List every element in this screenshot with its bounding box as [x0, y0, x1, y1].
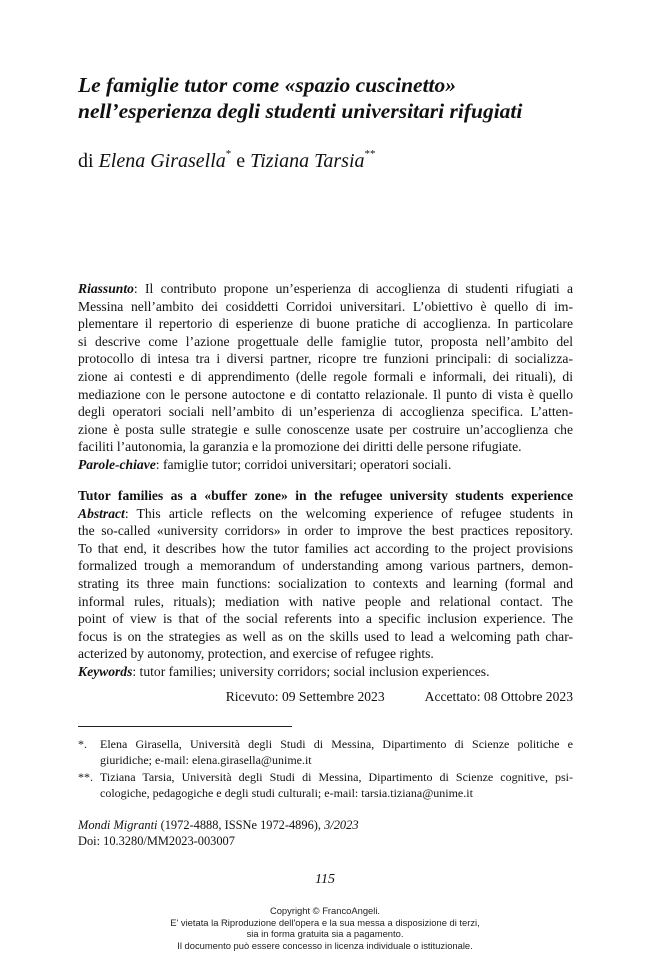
riassunto-line: Riassunto: Il contributo propone un’esperienza di accoglienza di studenti rifugiati a — [78, 281, 573, 296]
copyright-line: Il documento può essere concesso in licenza individuale o istituzionale. — [177, 939, 473, 951]
riassunto-section — [78, 280, 573, 474]
copyright-line: Copyright © FrancoAngeli. — [269, 905, 381, 916]
accepted-date: Accettato: 08 Ottobre 2023 — [424, 689, 573, 704]
riassunto-line: zione è posta sulle strategie e sulle conoscenze usate per costruire un’accoglienza che — [78, 421, 573, 437]
copyright-line: sia in forma gratuita sia a pagamento. — [246, 928, 404, 940]
abstract-section — [78, 487, 573, 681]
footnote-2-line: Tiziana Tarsia, Università degli Studi di Messina, Dipartimento di Scienze cognitive, psi- — [100, 770, 573, 785]
doi: Doi: 10.3280/MM2023-003007 — [78, 834, 235, 848]
footnote-2 — [78, 770, 573, 801]
riassunto-line: zione ai contesti e di apprendimento (delle regole formali e informali, dei rituali), di — [78, 368, 573, 384]
abstract-line: informal rules, rituals); mediation with native people and relational contact. The — [78, 593, 573, 609]
abstract-line: the so-called «university corridors» in order to improve the best practices repository. — [78, 523, 573, 539]
abstract-label: Abstract — [78, 505, 125, 521]
riassunto-line: plementare il repertorio di esperienze di buone pratiche di accoglienza. In particolare — [78, 316, 573, 332]
abstract-title: Tutor families as a «buffer zone» in the refugee university students experience — [78, 488, 573, 503]
journal-name: Mondi Migranti — [78, 818, 158, 832]
author-line — [78, 150, 376, 173]
journal-issue: 3/2023 — [324, 818, 359, 832]
footnote-1-line: giuridiche; e-mail: elena.girasella@unime.it — [100, 752, 312, 767]
abstract-line: point of view is that of the social referents into a specific inclusion experience. The — [78, 611, 573, 627]
abstract-line: formalized trough a memorandum of understanding among various partners, demon- — [78, 558, 573, 574]
article-title-line-2: nell’esperienza degli studenti universitari rifugiati — [78, 99, 523, 123]
footnote-1-line: Elena Girasella, Università degli Studi di Messina, Dipartimento di Scienze politiche e — [100, 737, 573, 751]
copyright-notice — [0, 905, 650, 951]
abstract-line: focus is on the strategies as well as on the skills used to lead a welcoming path char- — [78, 628, 573, 644]
author-2-name: Tiziana Tarsia — [250, 150, 365, 172]
abstract-line: Abstract: This article reflects on the welcoming experience of refugee students in — [78, 505, 573, 521]
author-1-footnote-mark: * — [225, 148, 232, 160]
article-title — [78, 72, 598, 124]
riassunto-line: si descrive come l’azione progettuale delle famiglie tutor, proposta nell’ambito del — [78, 333, 573, 349]
riassunto-line: degli operatori sociali nell’ambito di un’esperienza di accoglienza specifica. L’atten- — [78, 404, 573, 420]
author-2-footnote-mark: ** — [364, 148, 376, 160]
journal-issn: (1972-4888, ISSNe 1972-4896), — [157, 818, 325, 832]
footnote-divider — [78, 726, 292, 727]
riassunto-line: faciliti l’autonomia, la garanzia e la promozione dei diritti delle persone rifugiate. — [78, 439, 522, 455]
abstract-keywords: Keywords: tutor families; university corridors; social inclusion experiences. — [78, 663, 490, 679]
riassunto-label: Riassunto — [78, 281, 134, 296]
page-number: 115 — [315, 872, 335, 887]
abstract-line: strating its three main functions: socialization to contexts and learning (formal and — [78, 575, 573, 591]
author-1-name: Elena Girasella — [98, 150, 226, 172]
author-prefix: di — [78, 150, 94, 172]
footnotes — [78, 737, 573, 803]
riassunto-keywords: Parole-chiave: famiglie tutor; corridoi universitari; operatori sociali. — [78, 456, 452, 472]
footnote-2-line: cologiche, pedagogiche e degli studi culturali; e-mail: tarsia.tiziana@unime.it — [100, 785, 473, 800]
parole-chiave-label: Parole-chiave — [78, 456, 156, 472]
journal-citation — [78, 817, 359, 849]
article-title-line-1: Le famiglie tutor come «spazio cuscinetto» — [78, 73, 457, 97]
journal-line — [78, 817, 359, 833]
received-date: Ricevuto: 09 Settembre 2023 — [225, 689, 385, 704]
riassunto-line: protocollo di intesa tra i diversi partner, ricopre tre funzioni principali: di socializza- — [78, 351, 573, 367]
footnote-2-mark: **. — [78, 770, 93, 785]
footnote-1-mark: *. — [78, 737, 87, 751]
submission-dates — [78, 689, 573, 705]
abstract-line: acterized by autonomy, protection, and exercise of refugee rights. — [78, 646, 434, 662]
keywords-label: Keywords — [78, 663, 133, 679]
riassunto-line: mediazione con le persone autoctone e di contatto relazionale. Il punto di vista è quello — [78, 386, 573, 402]
abstract-line: To that end, it describes how the tutor families act according to the project provisions — [78, 540, 573, 556]
footnote-1 — [78, 737, 573, 768]
riassunto-line: Messina nell’ambito dei cosiddetti Corridoi universitari. L’obiettivo è quello di im- — [78, 298, 573, 314]
author-conjunction: e — [236, 150, 246, 172]
copyright-line: E' vietata la Riproduzione dell'opera e la sua messa a disposizione di terzi, — [170, 916, 480, 928]
